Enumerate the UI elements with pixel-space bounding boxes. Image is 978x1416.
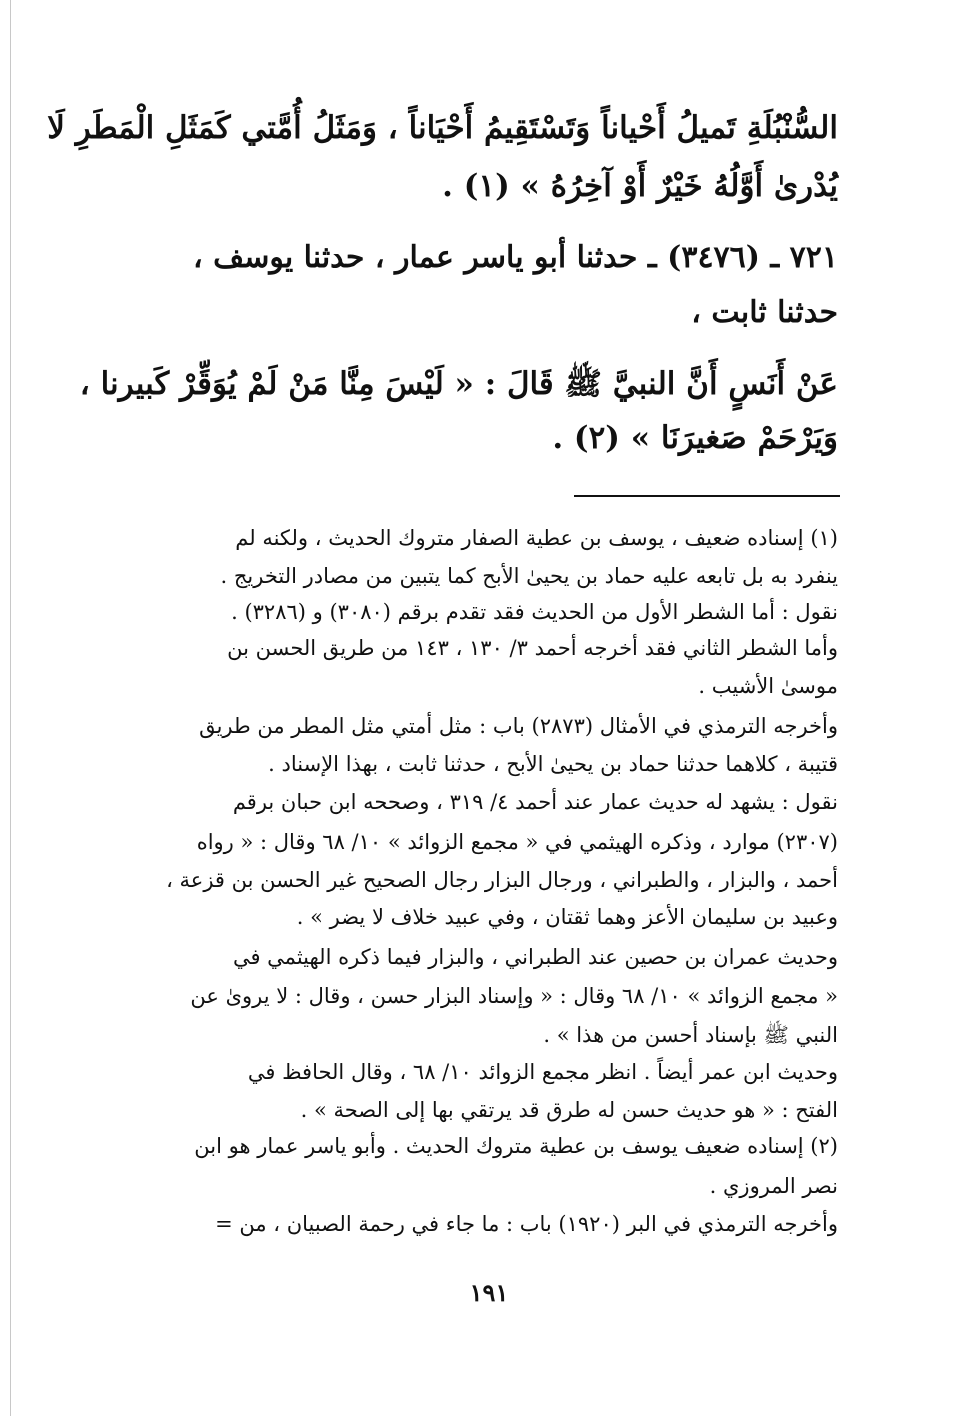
main-text-line: يُدْرىٰ أَوَّلُهُ خَيْرٌ أَوْ آخِرُهُ » (١) .: [442, 168, 838, 204]
footnote-line: نقول : يشهد له حديث عمار عند أحمد ٤/ ٣١٩ ، وصححه ابن حبان برقم: [232, 790, 838, 814]
main-text-line: وَيَرْحَمْ صَغيرَنَا » (٢) .: [552, 420, 838, 456]
hadith-number-line: ٧٢١ ـ (٣٤٧٦) ـ حدثنا أبو ياسر عمار ، حدثنا يوسف ،: [193, 240, 838, 275]
main-text-line: عَنْ أَنَسٍ أَنَّ النبيَّ ﷺ قَالَ : « لَيْسَ مِنَّا مَنْ لَمْ يُوَقِّرْ كَبيرنا ،: [79, 366, 838, 402]
footnote-line: موسىٰ الأشيب .: [698, 674, 838, 698]
page-number: ١٩١: [469, 1278, 509, 1307]
footnote-line: وأما الشطر الثاني فقد أخرجه أحمد ٣/ ١٣٠ ، ١٤٣ من طريق الحسن بن: [227, 636, 838, 660]
footnote-line: (٢) إسناده ضعيف يوسف بن عطية متروك الحديث . وأبو ياسر عمار هو ابن: [194, 1134, 838, 1158]
footnote-line: وعبيد بن سليمان الأعز وهما ثقتان ، وفي عبيد خلاف لا يضر » .: [296, 905, 838, 929]
footnote-line: « مجمع الزوائد » ١٠/ ٦٨ وقال : « وإسناد البزار حسن ، وقال : لا يروىٰ عن: [190, 984, 838, 1008]
footnote-line: وأخرجه الترمذي في البر (١٩٢٠) باب : ما جاء في رحمة الصبيان ، من =: [215, 1212, 838, 1236]
footnote-line: قتيبة ، كلاهما حدثنا حماد بن يحيىٰ الأبح ، حدثنا ثابت ، بهذا الإسناد .: [268, 752, 838, 776]
footnote-line: أحمد ، والبزار ، والطبراني ، ورجال البزار رجال الصحيح غير الحسن بن قزعة ،: [166, 868, 838, 892]
main-text-line: حدثنا ثابت ،: [691, 295, 838, 330]
footnote-line: النبي ﷺ بإسناد أحسن من هذا » .: [543, 1023, 838, 1047]
footnote-line: الفتح : « هو حديث حسن له طرق قد يرتقي بها إلى الصحة » .: [300, 1098, 838, 1122]
footnote-line: (٢٣٠٧) موارد ، وذكره الهيثمي في « مجمع الزوائد » ١٠/ ٦٨ وقال : « رواه: [196, 830, 838, 854]
footnote-separator: [574, 495, 840, 497]
footnote-line: نقول : أما الشطر الأول من الحديث فقد تقدم برقم (٣٠٨٠) و (٣٢٨٦) .: [231, 600, 838, 624]
main-text-line: السُّنْبُلَةِ تَميلُ أَحْياناً وَتَسْتَقِيمُ أَحْيَاناً ، وَمَثَلُ أُمَّتي كَمَثَلِ الْمَطَرِ لَا: [47, 110, 838, 146]
footnote-line: وحديث عمران بن حصين عند الطبراني ، والبزار فيما ذكره الهيثمي في: [232, 945, 838, 969]
scan-edge-line: [10, 0, 11, 1416]
footnote-line: وحديث ابن عمر أيضاً . انظر مجمع الزوائد ١٠/ ٦٨ ، وقال الحافظ في: [247, 1060, 838, 1084]
footnote-line: ينفرد به بل تابعه عليه حماد بن يحيىٰ الأبح كما يتبين من مصادر التخريج .: [220, 564, 838, 588]
footnote-line: (١) إسناده ضعيف ، يوسف بن عطية الصفار متروك الحديث ، ولكنه لم: [235, 526, 838, 550]
footnote-line: وأخرجه الترمذي في الأمثال (٢٨٧٣) باب : مثل أمتي مثل المطر من طريق: [199, 714, 838, 738]
footnote-line: نصر المروزي .: [709, 1174, 838, 1198]
